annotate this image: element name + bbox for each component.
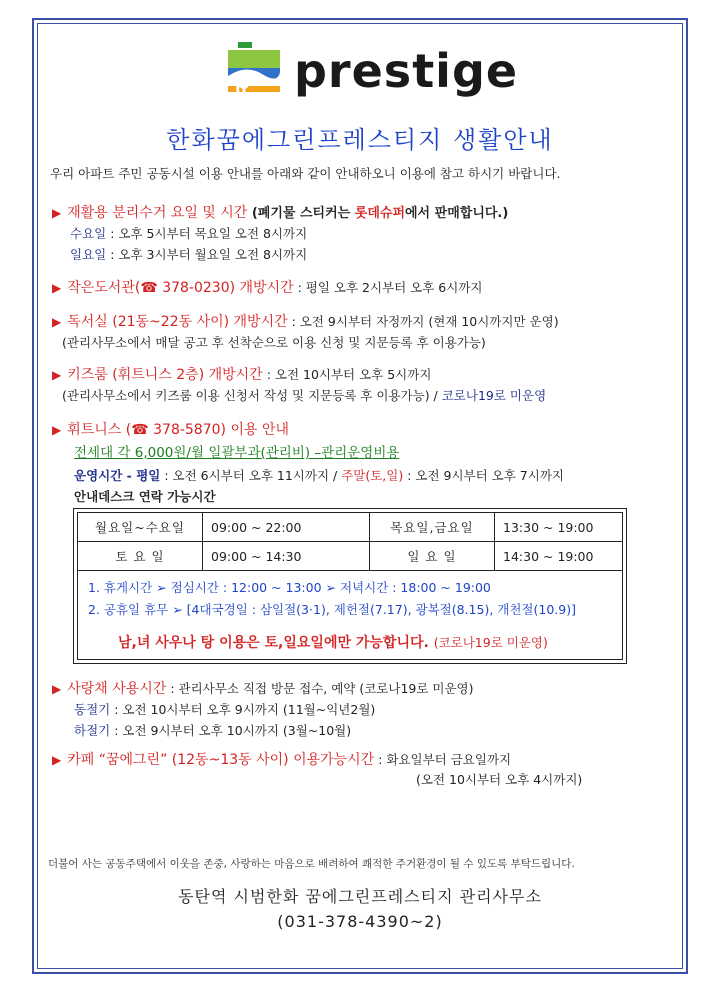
landscape-logo-icon [228,42,288,104]
reading-note: (현재 10시까지만 운영) [428,314,559,329]
summer-label: 하절기 [74,723,111,738]
hours-weekend-label: 주말(토,일) [341,468,404,483]
winter-label: 동절기 [74,702,111,717]
prestige-logo [228,42,518,104]
library-text: : 평일 오후 2시부터 오후 6시까지 [293,280,483,295]
section-recycle [52,202,508,222]
recycle-heading: 재활용 분리수거 요일 및 시간 [67,205,248,221]
red-triangle-bullet-icon: ▶ [52,423,62,437]
logo-wordmark: prestige [294,44,519,98]
table-cell: 14:30 ~ 19:00 [495,542,623,571]
table-cell: 09:00 ~ 22:00 [203,513,370,542]
office-name: 동탄역 시범한화 꿈에그린프레스티지 관리사무소 [178,887,542,906]
kids-sub: (관리사무소에서 키즈룸 이용 신청서 작성 및 지문등록 후 이용가능) / [62,388,442,403]
recycle-wednesday [70,224,307,242]
section-fitness [52,419,289,439]
table-cell: 13:30 ~ 19:00 [495,513,623,542]
table-cell: 월요일~수요일 [78,513,203,542]
fitness-heading: 휘트니스 (☎ 378-5870) 이용 안내 [67,422,289,438]
cafe-text: : 화요일부터 금요일까지 [374,752,512,767]
kids-sub-line [62,386,546,404]
sunday-label: 일요일 [70,247,107,262]
reading-heading: 독서실 (21동~22동 사이) 개방시간 [67,314,288,330]
winter-text: : 오전 10시부터 오후 9시까지 (11월~익년2월) [110,702,376,717]
table-cell: 토 요 일 [78,542,203,571]
red-triangle-bullet-icon: ▶ [52,315,62,329]
library-heading: 작은도서관(☎ 378-0230) 개방시간 [67,280,294,296]
cafe-heading: 카페 “꿈에그린” (12동~13동 사이) 이용가능시간 [67,752,375,768]
summer-text: : 오전 9시부터 오후 10시까지 (3월~10월) [110,723,352,738]
recycle-note-open: (폐기물 스티커는 [247,206,355,221]
fitness-fee: 전세대 각 6,000원/월 일괄부과(관리비) –관리운영비용 [74,445,400,461]
table-row [78,513,623,542]
intro-text: 우리 아파트 주민 공동시설 이용 안내를 아래와 같이 안내하오니 이용에 참고 하시기 바랍니다. [50,166,561,181]
recycle-sunday [70,245,307,263]
fitness-hours [74,466,564,484]
hours-weekday-label: 운영시간 - 평일 [74,468,161,483]
desk-schedule-table [77,512,623,571]
sauna-text: 남,녀 사우나 탕 이용은 토,일요일에만 가능합니다. [118,635,434,651]
table-cell: 목요일,금요일 [370,513,495,542]
bath-covid: (코로나19로 미운영) [359,681,474,696]
sauna-covid: (코로나19로 미운영) [433,635,548,650]
sauna-line [118,632,548,652]
bath-text: : 관리사무소 직접 방문 접수, 예약 [166,681,360,696]
section-reading-room [52,311,559,331]
red-triangle-bullet-icon: ▶ [52,753,62,767]
section-cafe [52,749,511,769]
sunday-text: : 오후 3시부터 월요일 오전 8시까지 [106,247,308,262]
bath-summer [74,721,351,739]
kids-heading: 키즈룸 (휘트니스 2층) 개방시간 [67,367,263,383]
kids-covid: 코로나19로 미운영 [441,388,547,403]
red-triangle-bullet-icon: ▶ [52,682,62,696]
red-triangle-bullet-icon: ▶ [52,206,62,220]
schedule-notes-box [77,568,623,660]
table-cell: 일 요 일 [370,542,495,571]
red-triangle-bullet-icon: ▶ [52,281,62,295]
red-triangle-bullet-icon: ▶ [52,368,62,382]
kids-text: : 오전 10시부터 오후 5시까지 [262,367,432,382]
reading-sub: (관리사무소에서 매달 공고 후 선착순으로 이용 신청 및 지문등록 후 이용가능) [62,335,486,350]
break-time-line: 1. 휴게시간 ➢ 점심시간 : 12:00 ~ 13:00 ➢ 저녁시간 : 18:00 ~ 19:00 [88,580,491,595]
table-row [78,542,623,571]
bath-winter [74,700,375,718]
page-title: 한화꿈에그린프레스티지 생활안내 [166,126,554,154]
hours-weekday: : 오전 6시부터 오후 11시까지 / [160,468,342,483]
wednesday-text: : 오후 5시부터 목요일 오전 8시까지 [106,226,308,241]
wednesday-label: 수요일 [70,226,107,241]
office-phone: (031-378-4390~2) [277,912,443,931]
desk-heading: 안내데스크 연락 가능시간 [74,489,216,504]
section-sarangchae [52,678,474,698]
hours-weekend: : 오전 9시부터 오후 7시까지 [403,468,564,483]
cafe-sub: (오전 10시부터 오후 4시까지) [416,772,583,787]
table-cell: 09:00 ~ 14:30 [203,542,370,571]
recycle-note-shop: 롯데슈퍼 [354,206,405,221]
recycle-note-close: 에서 판매합니다.) [405,206,509,221]
section-library [52,277,482,297]
footer-note: 더불어 사는 공동주택에서 이웃을 존중, 사랑하는 마음으로 배려하여 쾌적한 주거환경이 될 수 있도록 부탁드립니다. [48,858,575,870]
section-kids-room [52,364,431,384]
holiday-line: 2. 공휴일 휴무 ➢ [4대국경일 : 삼일절(3·1), 제헌절(7.17), 광복절(8.15), 개천절(10.9)] [88,602,576,617]
reading-text: : 오전 9시부터 자정까지 [287,314,429,329]
bath-heading: 사랑채 사용시간 [67,681,167,697]
